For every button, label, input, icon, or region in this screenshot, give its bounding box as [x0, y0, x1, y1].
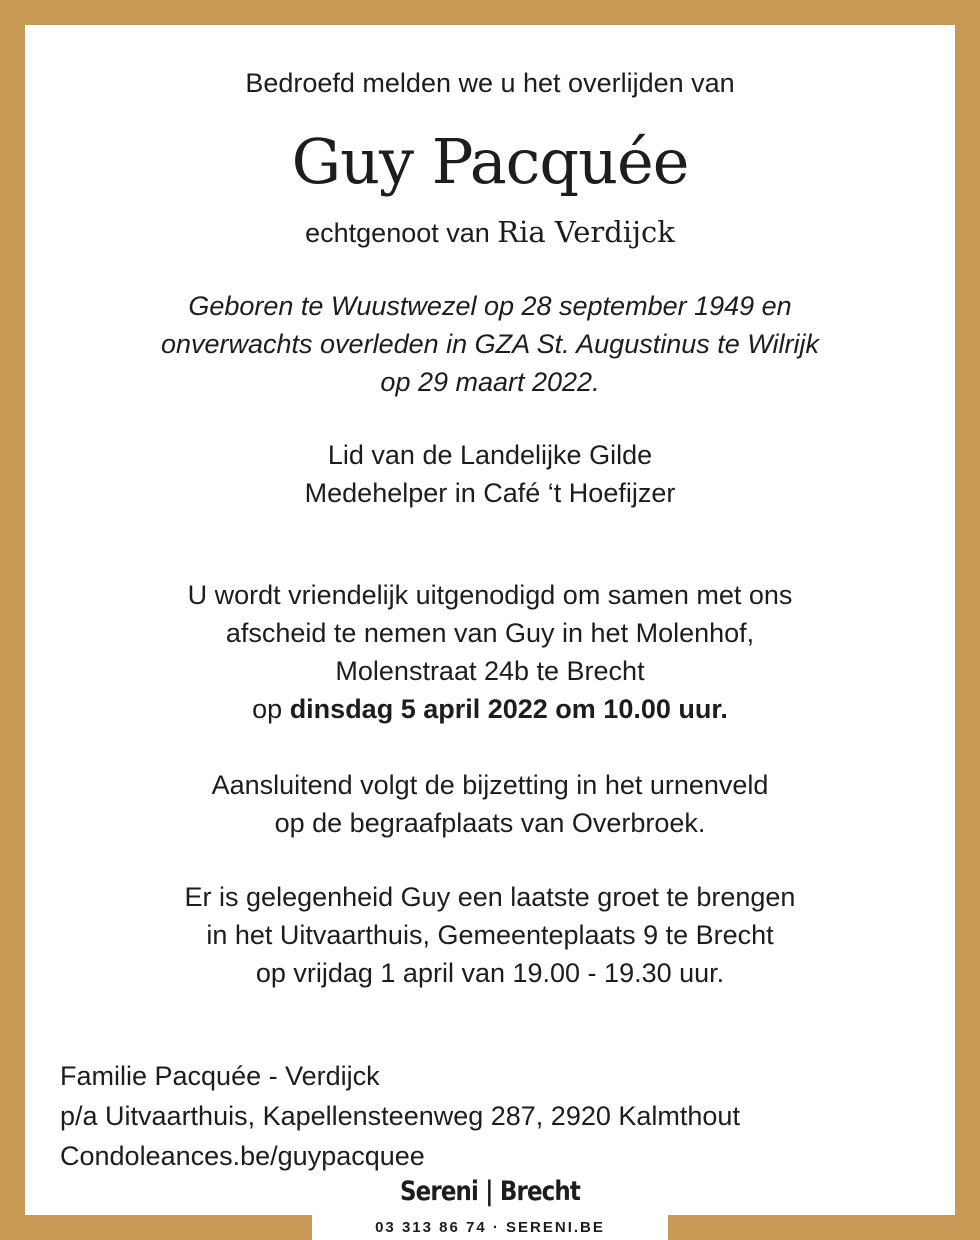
- birth-death-line: onverwachts overleden in GZA St. Augustinus te Wilrijk: [160, 329, 820, 359]
- viewing-paragraph: [0, 878, 980, 992]
- family-block: [60, 1056, 940, 1176]
- invitation-date-prefix: op: [252, 694, 283, 724]
- deceased-name: Guy Pacquée: [291, 125, 689, 198]
- membership-line: Lid van de Landelijke Gilde: [327, 440, 653, 470]
- invitation-line: Molenstraat 24b te Brecht: [335, 656, 645, 686]
- spouse-prefix: echtgenoot van: [305, 218, 490, 248]
- spouse-line: [0, 215, 980, 249]
- phone-number: 03 313 86 74: [375, 1219, 487, 1236]
- intro-text: Bedroefd melden we u het overlijden van: [245, 68, 735, 98]
- birth-death-paragraph: [0, 287, 980, 401]
- spouse-name: Ria Verdijck: [497, 215, 675, 249]
- funeral-home-logo: Sereni | Brecht: [399, 1176, 581, 1207]
- invitation-date: dinsdag 5 april 2022 om 10.00 uur.: [289, 694, 728, 724]
- website-link[interactable]: SERENI.BE: [506, 1219, 605, 1236]
- viewing-line: in het Uitvaarthuis, Gemeenteplaats 9 te Brecht: [206, 920, 774, 950]
- viewing-line: Er is gelegenheid Guy een laatste groet te brengen: [184, 882, 796, 912]
- birth-death-line: Geboren te Wuustwezel op 28 september 1949 en: [188, 291, 792, 321]
- invitation-date-line: [0, 690, 980, 728]
- funeral-home-contact: [312, 1219, 668, 1236]
- invitation-line: afscheid te nemen van Guy in het Molenhof,: [225, 618, 755, 648]
- invitation-line: U wordt vriendelijk uitgenodigd om samen met ons: [187, 580, 793, 610]
- viewing-line: op vrijdag 1 april van 19.00 - 19.30 uur.: [255, 958, 725, 988]
- family-name: Familie Pacquée - Verdijck: [60, 1061, 380, 1091]
- contact-separator: ·: [492, 1219, 500, 1236]
- birth-death-line: op 29 maart 2022.: [380, 367, 600, 397]
- burial-line: op de begraafplaats van Overbroek.: [274, 808, 706, 838]
- burial-paragraph: [0, 766, 980, 842]
- burial-line: Aansluitend volgt de bijzetting in het urnenveld: [211, 770, 769, 800]
- memberships-paragraph: [0, 436, 980, 512]
- condolences-link[interactable]: Condoleances.be/guypacquee: [60, 1141, 425, 1171]
- invitation-paragraph: [0, 576, 980, 728]
- membership-line: Medehelper in Café ‘t Hoefijzer: [304, 478, 676, 508]
- family-address: p/a Uitvaarthuis, Kapellensteenweg 287, 2920 Kalmthout: [60, 1101, 740, 1131]
